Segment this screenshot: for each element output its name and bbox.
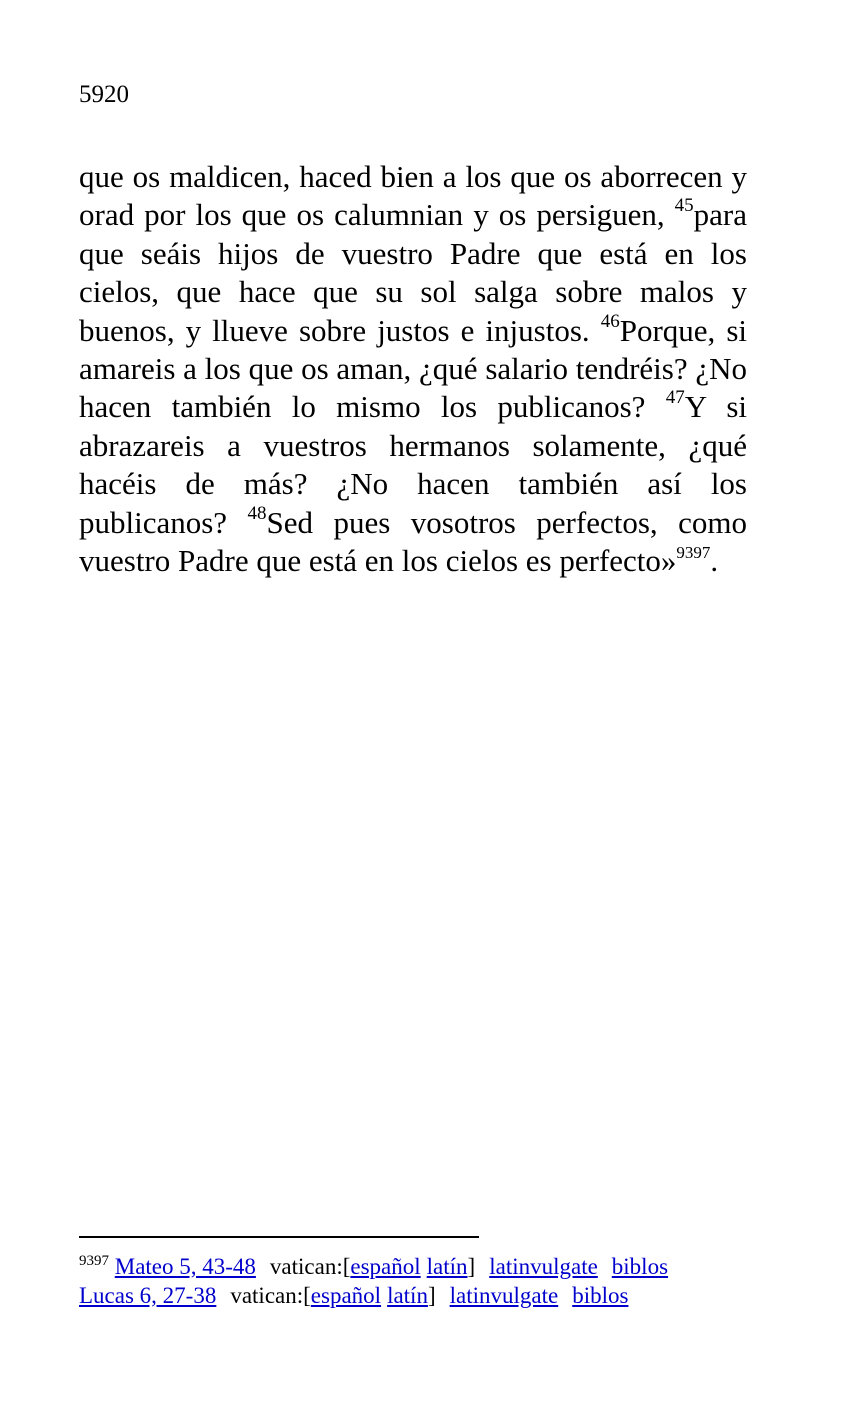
latinvulgate-link[interactable]: latinvulgate [449,1283,559,1308]
biblos-link[interactable]: biblos [611,1254,669,1279]
verse-number: 46 [600,310,620,332]
main-text [79,158,747,580]
bracket-close: ] [427,1283,436,1308]
page-number: 5920 [79,81,129,108]
text-segment: Sed pues vosotros perfectos, como vuestro Padre que está en los cielos es perfecto» [79,504,747,579]
bracket-close: ] [467,1254,476,1279]
footnote-line [79,1281,779,1310]
vatican-label: vatican:[ [269,1254,351,1279]
footnote-line [79,1252,779,1281]
footnote-ref-link[interactable]: Lucas 6, 27-38 [79,1283,217,1308]
text-segment: que os maldicen, haced bien a los que os aborrecen y orad por los que os calumnian y os persiguen, [79,159,747,233]
footnote-number: 9397 [79,1253,109,1269]
latin-link[interactable]: latín [387,1283,428,1308]
espanol-link[interactable]: español [350,1254,421,1279]
verse-number: 45 [674,195,694,217]
latin-link[interactable]: latín [426,1254,468,1279]
footnote-divider [79,1236,479,1238]
verse-number: 47 [665,387,685,409]
verse-number: 48 [247,502,267,524]
text-segment: para que seáis hijos de vuestro Padre que está en los cielos, que hace que su sol salga sobre malos y buenos, y llueve sobre justos e injustos. [79,197,747,348]
footnotes [79,1252,779,1310]
biblos-link[interactable]: biblos [572,1283,629,1308]
text-segment: . [710,543,719,579]
footnote-ref-link[interactable]: Mateo 5, 43-48 [114,1254,256,1279]
espanol-link[interactable]: español [310,1283,382,1308]
text-segment: Y si abrazareis a vuestros hermanos solamente, ¿qué hacéis de más? ¿No hacen también así los publicanos? [79,389,747,540]
latinvulgate-link[interactable]: latinvulgate [489,1254,598,1279]
vatican-label: vatican:[ [230,1283,311,1308]
text-segment: Porque, si amareis a los que os aman, ¿qué salario tendréis? ¿No hacen también lo mismo los publicanos? [79,312,748,425]
footnote-reference[interactable]: 9397 [676,543,711,563]
